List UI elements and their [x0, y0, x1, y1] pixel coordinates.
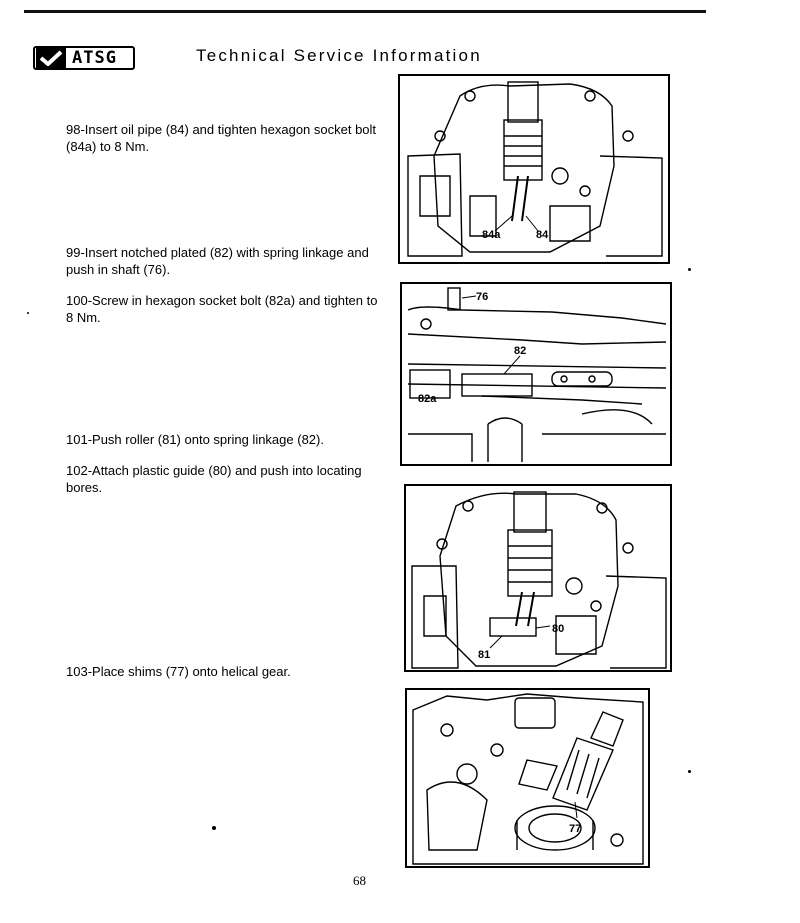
- helical-gear-illustration: [407, 690, 648, 866]
- callout-82a: 82a: [418, 393, 437, 405]
- callout-77: 77: [569, 823, 582, 835]
- scan-speck: [212, 826, 216, 830]
- step-103: 103-Place shims (77) onto helical gear.: [66, 664, 291, 679]
- callout-84: 84: [536, 229, 549, 241]
- scan-speck: [688, 770, 691, 773]
- logo-text: ATSG: [72, 48, 117, 68]
- oil-pipe-illustration: [400, 76, 668, 262]
- figure-spring-linkage: [400, 282, 672, 466]
- figure-oil-pipe: [398, 74, 670, 264]
- callout-76: 76: [476, 291, 489, 303]
- scan-speck: [27, 312, 29, 314]
- plastic-guide-illustration: [406, 486, 670, 670]
- scan-speck: [688, 268, 691, 271]
- atsg-logo: [33, 46, 135, 70]
- top-rule: [24, 10, 706, 13]
- figure-helical-gear: [405, 688, 650, 868]
- step-99: 99-Insert notched plated (82) with spring linkage and push in shaft (76).: [66, 245, 369, 277]
- callout-84a: 84a: [482, 229, 501, 241]
- figure-plastic-guide: [404, 484, 672, 672]
- step-100: 100-Screw in hexagon socket bolt (82a) and tighten to 8 Nm.: [66, 293, 378, 325]
- callout-81: 81: [478, 649, 491, 661]
- callout-80: 80: [552, 623, 565, 635]
- step-101: 101-Push roller (81) onto spring linkage (82).: [66, 432, 324, 447]
- spring-linkage-illustration: [402, 284, 670, 464]
- step-102: 102-Attach plastic guide (80) and push into locating bores.: [66, 463, 362, 495]
- checkmark-icon: [36, 48, 66, 68]
- callout-82: 82: [514, 345, 527, 357]
- page-title: Technical Service Information: [196, 46, 482, 65]
- page-number: 68: [353, 873, 366, 888]
- step-98: 98-Insert oil pipe (84) and tighten hexagon socket bolt (84a) to 8 Nm.: [66, 122, 377, 154]
